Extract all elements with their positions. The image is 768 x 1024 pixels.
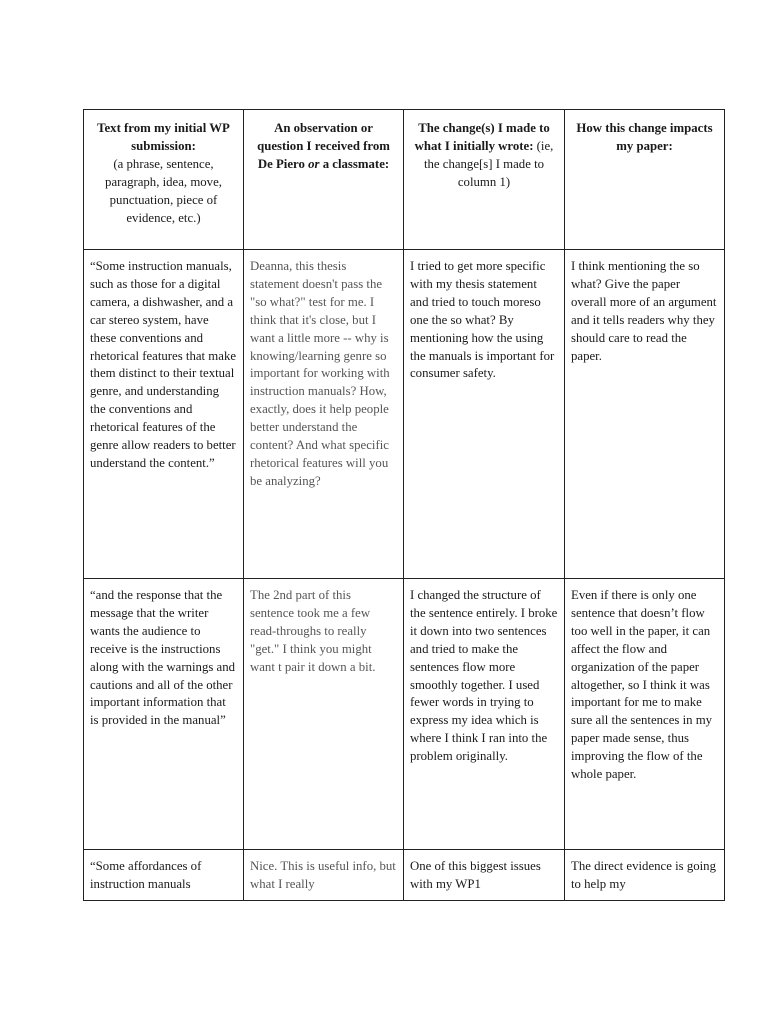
header-col2-or: or	[308, 156, 320, 171]
header-changes	[404, 110, 565, 250]
cell-comment: Deanna, this thesis statement doesn't pass the "so what?" test for me. I think that it's close, but I want a little more -- why is knowing/learning genre so important for working with instruction manuals? How, exactly, does it help people better understand the content? And what specific rhetorical features will you be analyzing?	[244, 250, 404, 579]
cell-change: One of this biggest issues with my WP1	[404, 850, 565, 901]
header-col2-title-a: An observation or question I received from De Piero	[257, 121, 390, 171]
table-row	[84, 250, 725, 579]
cell-original: “Some instruction manuals, such as those for a digital camera, a dishwasher, and a car stereo system, have these conventions and rhetorical features that make them distinct to their textual genre, and understanding the conventions and rhetorical features of the genre allow readers to better understand the content.”	[84, 250, 244, 579]
header-col3-title: The change(s) I made to what I initially wrote:	[414, 121, 550, 153]
cell-impact: Even if there is only one sentence that doesn’t flow too well in the paper, it can affect the flow and organization of the paper altogether, so I think it was important for me to make sure all the sentences in my paper made sense, thus improving the flow of the whole paper.	[565, 579, 725, 850]
table-row	[84, 579, 725, 850]
header-col4-title: How this change impacts my paper:	[576, 121, 713, 153]
cell-impact: I think mentioning the so what? Give the paper overall more of an argument and it tells readers why they should care to read the paper.	[565, 250, 725, 579]
header-col3-subtitle: (ie, the change[s] I made to column 1)	[423, 138, 554, 189]
cell-impact: The direct evidence is going to help my	[565, 850, 725, 901]
header-col2-title-b: a classmate:	[322, 156, 390, 171]
cell-original: “and the response that the message that the writer wants the audience to receive is the instructions along with the warnings and cautions and all of the other important information that is provided in the manual”	[84, 579, 244, 850]
cell-comment: The 2nd part of this sentence took me a few read-throughs to really "get." I think you might want t pair it down a bit.	[244, 579, 404, 850]
cell-comment: Nice. This is useful info, but what I really	[244, 850, 404, 901]
table-header-row	[84, 110, 725, 250]
cell-change: I changed the structure of the sentence entirely. I broke it down into two sentences and tried to make the sentences flow more smoothly together. I used fewer words in trying to express my idea which is where I think I ran into the problem originally.	[404, 579, 565, 850]
header-original-text	[84, 110, 244, 250]
header-impact	[565, 110, 725, 250]
table-row	[84, 850, 725, 901]
revision-table	[83, 109, 725, 901]
cell-original: “Some affordances of instruction manuals	[84, 850, 244, 901]
header-col1-subtitle: (a phrase, sentence, paragraph, idea, move, punctuation, piece of evidence, etc.)	[105, 156, 222, 225]
header-observation	[244, 110, 404, 250]
header-col1-title: Text from my initial WP submission:	[97, 121, 230, 153]
cell-change: I tried to get more specific with my thesis statement and tried to touch moreso one the so what? By mentioning how the using the manuals is important for consumer safety.	[404, 250, 565, 579]
